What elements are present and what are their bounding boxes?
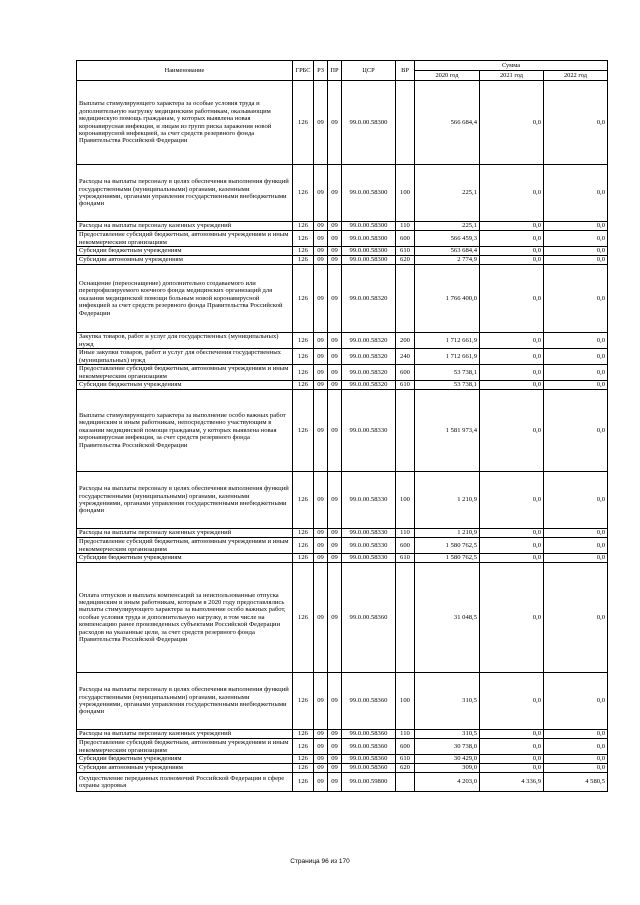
cell-name: Иные закупки товаров, работ и услуг для обеспечения государственных (муниципальных) нужд	[77, 349, 293, 365]
cell-vr: 110	[396, 730, 415, 739]
cell-2020: 1 712 661,9	[415, 349, 480, 365]
cell-pr: 09	[328, 554, 342, 563]
table-row	[77, 472, 608, 529]
cell-pr: 09	[328, 773, 342, 792]
cell-2020: 309,0	[415, 764, 480, 773]
cell-name: Расходы на выплаты персоналу казенных учреждений	[77, 222, 293, 231]
cell-2020: 31 048,5	[415, 563, 480, 673]
cell-vr: 610	[396, 247, 415, 256]
cell-2021: 0,0	[480, 381, 544, 390]
cell-name: Оплата отпусков и выплата компенсаций за неиспользованные отпуска медицинским и иным работникам, которым в 2020 году предоставлялись выплаты стимулирующего характера за выполнение особо важных работ, особые условия труда и дополнительную нагрузку, в том числе на компенсацию ранее произведенных субъектами Российской Федерации расходов на указанные цели, за счет средств резервного фонда Правительства Российской Федерации	[77, 563, 293, 673]
cell-2021: 0,0	[480, 764, 544, 773]
cell-2022: 0,0	[544, 563, 608, 673]
cell-csr: 99.0.00.58330	[342, 390, 396, 472]
cell-2020: 1 581 973,4	[415, 390, 480, 472]
cell-2021: 0,0	[480, 472, 544, 529]
cell-2022: 4 580,5	[544, 773, 608, 792]
cell-2022: 0,0	[544, 222, 608, 231]
cell-2021: 0,0	[480, 333, 544, 349]
cell-2020: 1 766 400,0	[415, 265, 480, 333]
cell-2022: 0,0	[544, 755, 608, 764]
cell-grbs: 126	[293, 773, 314, 792]
cell-pr: 09	[328, 739, 342, 755]
cell-pr: 09	[328, 390, 342, 472]
cell-rz: 09	[314, 365, 328, 381]
header-csr: ЦСР	[342, 61, 396, 81]
cell-grbs: 126	[293, 538, 314, 554]
cell-pr: 09	[328, 81, 342, 165]
table-row	[77, 81, 608, 165]
cell-2021: 0,0	[480, 165, 544, 222]
cell-2022: 0,0	[544, 349, 608, 365]
cell-vr	[396, 81, 415, 165]
cell-2020: 30 738,0	[415, 739, 480, 755]
cell-2021: 0,0	[480, 673, 544, 730]
table-row	[77, 247, 608, 256]
cell-2021: 0,0	[480, 390, 544, 472]
cell-csr: 99.0.00.58360	[342, 673, 396, 730]
cell-2020: 1 712 661,9	[415, 333, 480, 349]
cell-2022: 0,0	[544, 381, 608, 390]
cell-vr: 200	[396, 333, 415, 349]
cell-name: Предоставление субсидий бюджетным, автономным учреждениям и иным некоммерческим организациям	[77, 365, 293, 381]
cell-grbs: 126	[293, 563, 314, 673]
cell-name: Субсидии автономным учреждениям	[77, 764, 293, 773]
cell-2022: 0,0	[544, 333, 608, 349]
cell-csr: 99.0.00.58330	[342, 554, 396, 563]
cell-rz: 09	[314, 165, 328, 222]
cell-vr	[396, 265, 415, 333]
cell-name: Субсидии бюджетным учреждениям	[77, 381, 293, 390]
cell-2020: 1 210,9	[415, 472, 480, 529]
cell-2021: 0,0	[480, 349, 544, 365]
cell-pr: 09	[328, 265, 342, 333]
table-row	[77, 265, 608, 333]
cell-grbs: 126	[293, 365, 314, 381]
table-row	[77, 739, 608, 755]
cell-pr: 09	[328, 365, 342, 381]
cell-csr: 99.0.00.58320	[342, 265, 396, 333]
table-row	[77, 222, 608, 231]
cell-name: Субсидии автономным учреждениям	[77, 256, 293, 265]
cell-2022: 0,0	[544, 472, 608, 529]
cell-pr: 09	[328, 349, 342, 365]
cell-2022: 0,0	[544, 265, 608, 333]
cell-csr: 99.0.00.58320	[342, 381, 396, 390]
cell-name: Субсидии бюджетным учреждениям	[77, 247, 293, 256]
cell-name: Предоставление субсидий бюджетным, автономным учреждениям и иным некоммерческим организациям	[77, 739, 293, 755]
cell-rz: 09	[314, 673, 328, 730]
cell-pr: 09	[328, 563, 342, 673]
cell-grbs: 126	[293, 381, 314, 390]
cell-2020: 53 738,1	[415, 381, 480, 390]
header-vr: ВР	[396, 61, 415, 81]
cell-grbs: 126	[293, 390, 314, 472]
cell-rz: 09	[314, 739, 328, 755]
cell-2020: 4 203,0	[415, 773, 480, 792]
cell-rz: 09	[314, 563, 328, 673]
cell-pr: 09	[328, 381, 342, 390]
table-row	[77, 730, 608, 739]
cell-2021: 4 336,9	[480, 773, 544, 792]
cell-2020: 1 210,9	[415, 529, 480, 538]
cell-rz: 09	[314, 529, 328, 538]
cell-2021: 0,0	[480, 739, 544, 755]
cell-2020: 310,5	[415, 673, 480, 730]
cell-vr: 610	[396, 755, 415, 764]
cell-grbs: 126	[293, 81, 314, 165]
cell-csr: 99.0.00.58300	[342, 256, 396, 265]
cell-2021: 0,0	[480, 231, 544, 247]
table-row	[77, 764, 608, 773]
cell-rz: 09	[314, 538, 328, 554]
cell-pr: 09	[328, 333, 342, 349]
cell-grbs: 126	[293, 231, 314, 247]
cell-csr: 99.0.00.58300	[342, 247, 396, 256]
cell-grbs: 126	[293, 165, 314, 222]
header-pr: ПР	[328, 61, 342, 81]
cell-grbs: 126	[293, 739, 314, 755]
header-2022: 2022 год	[544, 71, 608, 81]
cell-rz: 09	[314, 247, 328, 256]
table-row	[77, 554, 608, 563]
cell-2022: 0,0	[544, 165, 608, 222]
cell-csr: 99.0.00.58360	[342, 764, 396, 773]
cell-pr: 09	[328, 538, 342, 554]
header-2021: 2021 год	[480, 71, 544, 81]
cell-2022: 0,0	[544, 231, 608, 247]
cell-vr: 600	[396, 231, 415, 247]
cell-name: Расходы на выплаты персоналу в целях обеспечения выполнения функций государственными (муниципальными) органами, казенными учреждениями, органами управления государственными внебюджетными фондами	[77, 673, 293, 730]
cell-name: Выплаты стимулирующего характера за особые условия труда и дополнительную нагрузку медицинским работникам, оказывающим медицинскую помощь гражданам, у которых выявлена новая коронавирусная инфекция, и лицам из групп риска заражения новой коронавирусной инфекцией, за счет средств резервного фонда Правительства Российской Федерации	[77, 81, 293, 165]
cell-2022: 0,0	[544, 81, 608, 165]
cell-vr	[396, 390, 415, 472]
cell-rz: 09	[314, 381, 328, 390]
cell-2022: 0,0	[544, 538, 608, 554]
cell-2021: 0,0	[480, 554, 544, 563]
cell-rz: 09	[314, 730, 328, 739]
table-row	[77, 673, 608, 730]
cell-rz: 09	[314, 472, 328, 529]
cell-csr: 99.0.00.58300	[342, 222, 396, 231]
table-row	[77, 381, 608, 390]
cell-pr: 09	[328, 755, 342, 764]
cell-pr: 09	[328, 472, 342, 529]
cell-2022: 0,0	[544, 739, 608, 755]
cell-pr: 09	[328, 231, 342, 247]
table-row	[77, 256, 608, 265]
cell-vr: 600	[396, 538, 415, 554]
table-row	[77, 538, 608, 554]
header-name: Наименование	[77, 61, 293, 81]
cell-2022: 0,0	[544, 256, 608, 265]
cell-pr: 09	[328, 165, 342, 222]
cell-rz: 09	[314, 773, 328, 792]
cell-csr: 99.0.00.58300	[342, 81, 396, 165]
cell-vr: 620	[396, 256, 415, 265]
cell-2020: 1 580 762,5	[415, 538, 480, 554]
cell-name: Предоставление субсидий бюджетным, автономным учреждениям и иным некоммерческим организациям	[77, 231, 293, 247]
cell-2021: 0,0	[480, 256, 544, 265]
cell-csr: 99.0.00.58300	[342, 231, 396, 247]
cell-csr: 99.0.00.58330	[342, 538, 396, 554]
cell-csr: 99.0.00.58330	[342, 529, 396, 538]
cell-name: Предоставление субсидий бюджетным, автономным учреждениям и иным некоммерческим организациям	[77, 538, 293, 554]
cell-vr: 620	[396, 764, 415, 773]
cell-2020: 225,1	[415, 165, 480, 222]
cell-2022: 0,0	[544, 390, 608, 472]
cell-grbs: 126	[293, 472, 314, 529]
cell-2021: 0,0	[480, 529, 544, 538]
cell-csr: 99.0.00.58320	[342, 349, 396, 365]
cell-2021: 0,0	[480, 81, 544, 165]
page-number: Страница 96 из 170	[290, 858, 350, 865]
table-row	[77, 349, 608, 365]
cell-csr: 99.0.00.58360	[342, 563, 396, 673]
table-row	[77, 333, 608, 349]
cell-2021: 0,0	[480, 247, 544, 256]
cell-2022: 0,0	[544, 764, 608, 773]
cell-vr: 610	[396, 554, 415, 563]
cell-csr: 99.0.00.58360	[342, 739, 396, 755]
table-row	[77, 755, 608, 764]
cell-name: Выплаты стимулирующего характера за выполнение особо важных работ медицинским и иным работникам, непосредственно участвующим в оказании медицинской помощи гражданам, у которых выявлена новая коронавирусная инфекция, за счет средств резервного фонда Правительства Российской Федерации	[77, 390, 293, 472]
cell-name: Расходы на выплаты персоналу в целях обеспечения выполнения функций государственными (муниципальными) органами, казенными учреждениями, органами управления государственными внебюджетными фондами	[77, 472, 293, 529]
cell-2020: 30 429,0	[415, 755, 480, 764]
cell-rz: 09	[314, 333, 328, 349]
cell-name: Расходы на выплаты персоналу казенных учреждений	[77, 529, 293, 538]
cell-vr: 600	[396, 365, 415, 381]
cell-2020: 563 684,4	[415, 247, 480, 256]
cell-vr: 100	[396, 472, 415, 529]
table-row	[77, 165, 608, 222]
cell-vr: 100	[396, 673, 415, 730]
cell-vr: 240	[396, 349, 415, 365]
cell-2020: 566 684,4	[415, 81, 480, 165]
cell-grbs: 126	[293, 265, 314, 333]
cell-rz: 09	[314, 554, 328, 563]
table-row	[77, 773, 608, 792]
cell-grbs: 126	[293, 256, 314, 265]
cell-2022: 0,0	[544, 529, 608, 538]
cell-csr: 99.0.00.58330	[342, 472, 396, 529]
cell-2021: 0,0	[480, 365, 544, 381]
table-row	[77, 365, 608, 381]
header-2020: 2020 год	[415, 71, 480, 81]
cell-rz: 09	[314, 231, 328, 247]
header-rz: РЗ	[314, 61, 328, 81]
cell-csr: 99.0.00.59800	[342, 773, 396, 792]
cell-name: Расходы на выплаты персоналу казенных учреждений	[77, 730, 293, 739]
cell-name: Субсидии бюджетным учреждениям	[77, 755, 293, 764]
cell-2020: 2 774,9	[415, 256, 480, 265]
cell-grbs: 126	[293, 554, 314, 563]
cell-name: Осуществление переданных полномочий Российской Федерации в сфере охраны здоровья	[77, 773, 293, 792]
cell-csr: 99.0.00.58320	[342, 333, 396, 349]
cell-2022: 0,0	[544, 365, 608, 381]
cell-pr: 09	[328, 529, 342, 538]
cell-pr: 09	[328, 247, 342, 256]
cell-name: Расходы на выплаты персоналу в целях обеспечения выполнения функций государственными (муниципальными) органами, казенными учреждениями, органами управления государственными внебюджетными фондами	[77, 165, 293, 222]
cell-2021: 0,0	[480, 538, 544, 554]
cell-pr: 09	[328, 730, 342, 739]
cell-rz: 09	[314, 764, 328, 773]
cell-grbs: 126	[293, 349, 314, 365]
cell-grbs: 126	[293, 755, 314, 764]
cell-rz: 09	[314, 349, 328, 365]
cell-vr: 600	[396, 739, 415, 755]
table-row	[77, 231, 608, 247]
cell-name: Закупка товаров, работ и услуг для государственных (муниципальных) нужд	[77, 333, 293, 349]
cell-rz: 09	[314, 81, 328, 165]
cell-name: Субсидии бюджетным учреждениям	[77, 554, 293, 563]
table-header	[77, 61, 608, 81]
cell-2020: 53 738,1	[415, 365, 480, 381]
cell-2021: 0,0	[480, 563, 544, 673]
cell-rz: 09	[314, 390, 328, 472]
cell-2022: 0,0	[544, 673, 608, 730]
cell-vr	[396, 773, 415, 792]
cell-grbs: 126	[293, 673, 314, 730]
table-row	[77, 563, 608, 673]
header-grbs: ГРБС	[293, 61, 314, 81]
cell-vr: 610	[396, 381, 415, 390]
cell-grbs: 126	[293, 247, 314, 256]
cell-2020: 566 459,3	[415, 231, 480, 247]
cell-rz: 09	[314, 755, 328, 764]
cell-vr	[396, 563, 415, 673]
table-row	[77, 529, 608, 538]
cell-2021: 0,0	[480, 730, 544, 739]
cell-2022: 0,0	[544, 730, 608, 739]
cell-vr: 100	[396, 165, 415, 222]
cell-name: Оснащение (переоснащение) дополнительно создаваемого или перепрофилируемого коечного фонда медицинских организаций для оказания медицинской помощи больным новой коронавирусной инфекцией за счет средств резервного фонда Правительства Российской Федерации	[77, 265, 293, 333]
cell-2020: 1 580 762,5	[415, 554, 480, 563]
cell-rz: 09	[314, 265, 328, 333]
cell-2021: 0,0	[480, 755, 544, 764]
cell-csr: 99.0.00.58320	[342, 365, 396, 381]
cell-csr: 99.0.00.58360	[342, 755, 396, 764]
cell-pr: 09	[328, 256, 342, 265]
cell-pr: 09	[328, 222, 342, 231]
cell-vr: 110	[396, 222, 415, 231]
cell-2022: 0,0	[544, 554, 608, 563]
cell-pr: 09	[328, 764, 342, 773]
cell-2020: 225,1	[415, 222, 480, 231]
cell-rz: 09	[314, 222, 328, 231]
cell-vr: 110	[396, 529, 415, 538]
cell-grbs: 126	[293, 222, 314, 231]
cell-rz: 09	[314, 256, 328, 265]
table-body	[77, 81, 608, 792]
cell-grbs: 126	[293, 764, 314, 773]
table-row	[77, 390, 608, 472]
budget-table	[76, 60, 608, 792]
header-sum: Сумма	[415, 61, 608, 71]
cell-csr: 99.0.00.58360	[342, 730, 396, 739]
cell-pr: 09	[328, 673, 342, 730]
cell-csr: 99.0.00.58300	[342, 165, 396, 222]
cell-2020: 310,5	[415, 730, 480, 739]
cell-2021: 0,0	[480, 265, 544, 333]
cell-grbs: 126	[293, 333, 314, 349]
cell-grbs: 126	[293, 529, 314, 538]
cell-grbs: 126	[293, 730, 314, 739]
cell-2022: 0,0	[544, 247, 608, 256]
cell-2021: 0,0	[480, 222, 544, 231]
